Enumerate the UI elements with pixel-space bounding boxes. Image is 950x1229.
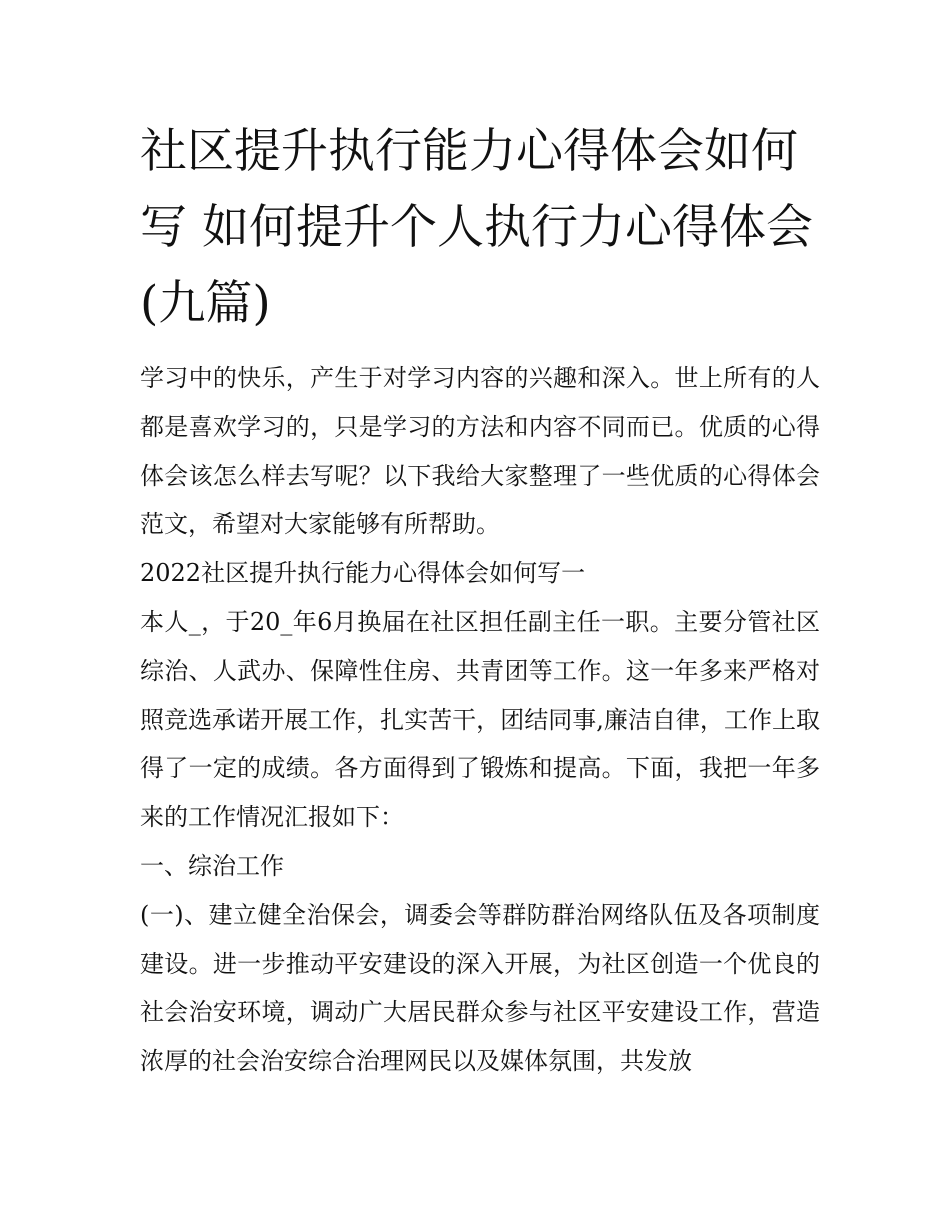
document-content <box>140 114 820 1086</box>
document-title: 社区提升执行能力心得体会如何写 如何提升个人执行力心得体会(九篇) <box>140 124 813 331</box>
section-heading: 2022社区提升执行能力心得体会如何写一 <box>140 559 586 588</box>
subsection-heading: 一、综治工作 <box>140 851 284 880</box>
body-paragraph: 本人_，于20_年6月换届在社区担任副主任一职。主要分管社区综治、人武办、保障性住房、共青团等工作。这一年多来严格对照竞选承诺开展工作，扎实苦干，团结同事,廉洁自律，工作上取得了一定的成绩。各方面得到了锻炼和提高。下面，我把一年多来的工作情况汇报如下： <box>140 607 820 832</box>
intro-paragraph: 学习中的快乐，产生于对学习内容的兴趣和深入。世上所有的人都是喜欢学习的，只是学习的方法和内容不同而已。优质的心得体会该怎么样去写呢？以下我给大家整理了一些优质的心得体会范文，希望对大家能够有所帮助。 <box>140 364 820 539</box>
body-paragraph: (一)、建立健全治保会，调委会等群防群治网络队伍及各项制度建设。进一步推动平安建设的深入开展，为社区创造一个优良的社会治安环境，调动广大居民群众参与社区平安建设工作，营造浓厚的社会治安综合治理网民以及媒体氛围，共发放 <box>140 900 820 1076</box>
document-body <box>140 354 820 1086</box>
